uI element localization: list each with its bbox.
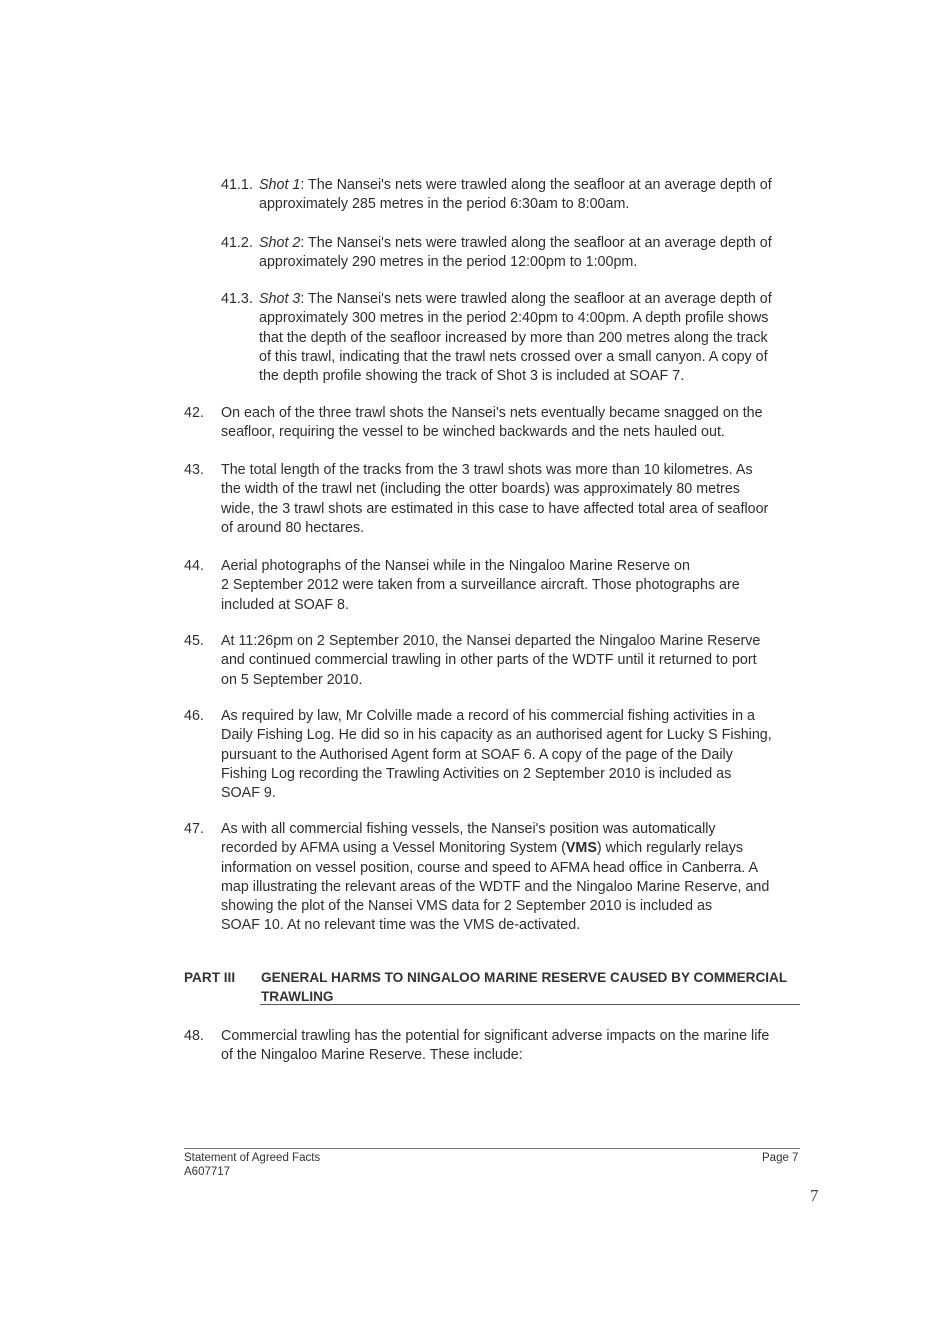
paragraph-text [221, 820, 769, 936]
text-line: Daily Fishing Log. He did so in his capacity as an authorised agent for Lucky S Fishing, [221, 727, 772, 744]
shot-label: Shot 1 [259, 177, 301, 193]
text-line: Commercial trawling has the potential for significant adverse impacts on the marine life [221, 1028, 770, 1044]
text-line: Fishing Log recording the Trawling Activities on 2 September 2010 is included as [221, 765, 732, 782]
text-line: pursuant to the Authorised Agent form at SOAF 6. A copy of the page of the Daily [221, 746, 733, 763]
text-line: 2 September 2012 were taken from a surveillance aircraft. Those photographs are [221, 577, 740, 594]
text-line [259, 234, 772, 253]
paragraph-text [221, 461, 768, 538]
text-line: of around 80 hectares. [221, 519, 365, 536]
text-line: and continued commercial trawling in other parts of the WDTF until it returned to port [221, 652, 757, 669]
text-line: As required by law, Mr Colville made a record of his commercial fishing activities in a [221, 708, 755, 724]
text-span: : The Nansei's nets were trawled along the seafloor at an average depth of [300, 235, 772, 251]
paragraph-number: 41.2. [221, 235, 253, 251]
text-line: approximately 285 metres in the period 6:30am to 8:00am. [259, 196, 630, 213]
text-span: recorded by AFMA using a Vessel Monitoring System ( [221, 840, 566, 857]
paragraph-text [221, 404, 763, 443]
text-span: : The Nansei's nets were trawled along the seafloor at an average depth of [300, 291, 772, 307]
paragraph-text [221, 557, 740, 615]
text-line: wide, the 3 trawl shots are estimated in this case to have affected total area of seafloor [221, 500, 769, 517]
paragraph-text [259, 234, 772, 273]
footer-reference: A607717 [184, 1166, 231, 1178]
paragraph-text [259, 290, 772, 386]
text-line: Aerial photographs of the Nansei while in the Ningaloo Marine Reserve on [221, 558, 690, 574]
text-line: approximately 290 metres in the period 12:00pm to 1:00pm. [259, 254, 638, 271]
vms-abbreviation: VMS [565, 840, 597, 857]
text-line: The total length of the tracks from the 3 trawl shots was more than 10 kilometres. As [221, 462, 753, 478]
paragraph-number: 42. [184, 405, 204, 421]
text-line: that the depth of the seafloor increased by more than 200 metres along the track [259, 329, 768, 346]
part-title-line-1: GENERAL HARMS TO NINGALOO MARINE RESERVE CAUSED BY COMMERCIAL [261, 970, 788, 985]
text-line: of the Ningaloo Marine Reserve. These include: [221, 1047, 523, 1064]
paragraph-number: 43. [184, 462, 204, 478]
text-line: SOAF 9. [221, 785, 276, 802]
text-line: information on vessel position, course and speed to AFMA head office in Canberra. A [221, 859, 758, 876]
paragraph-text [221, 632, 760, 690]
text-span: : The Nansei's nets were trawled along the seafloor at an average depth of [300, 177, 772, 193]
text-line: As with all commercial fishing vessels, the Nansei's position was automatically [221, 821, 716, 837]
part-label: PART III [184, 970, 236, 985]
text-line: On each of the three trawl shots the Nansei's nets eventually became snagged on the [221, 405, 763, 421]
paragraph-number: 48. [184, 1028, 204, 1044]
paragraph-number: 45. [184, 633, 204, 649]
paragraph-text [259, 176, 772, 215]
text-line: included at SOAF 8. [221, 596, 349, 613]
text-line: At 11:26pm on 2 September 2010, the Nansei departed the Ningaloo Marine Reserve [221, 633, 761, 649]
text-line: the depth profile showing the track of Shot 3 is included at SOAF 7. [259, 368, 685, 385]
text-line [259, 176, 772, 195]
paragraph-text [221, 1027, 769, 1066]
text-line [259, 290, 772, 309]
paragraph-number: 47. [184, 821, 204, 837]
text-line: of this trawl, indicating that the trawl nets crossed over a small canyon. A copy of [259, 348, 768, 365]
page-number: 7 [810, 1186, 819, 1205]
text-line: approximately 300 metres in the period 2:40pm to 4:00pm. A depth profile shows [259, 310, 769, 327]
text-line: on 5 September 2010. [221, 671, 363, 688]
footer-rule [184, 1148, 800, 1149]
shot-label: Shot 3 [259, 291, 301, 307]
paragraph-number: 46. [184, 708, 204, 724]
part-title-line-2: TRAWLING [261, 989, 334, 1004]
text-line: the width of the trawl net (including the otter boards) was approximately 80 metres [221, 481, 740, 498]
text-line: seafloor, requiring the vessel to be winched backwards and the nets hauled out. [221, 424, 725, 441]
paragraph-number: 44. [184, 558, 204, 574]
text-line: map illustrating the relevant areas of the WDTF and the Ningaloo Marine Reserve, and [221, 878, 770, 895]
shot-label: Shot 2 [259, 235, 301, 251]
text-line [221, 839, 769, 858]
text-line: showing the plot of the Nansei VMS data for 2 September 2010 is included as [221, 898, 713, 915]
part-heading-rule [260, 1004, 800, 1005]
paragraph-number: 41.1. [221, 177, 253, 193]
footer-title: Statement of Agreed Facts [184, 1152, 321, 1164]
footer-page-label: Page 7 [762, 1152, 799, 1164]
paragraph-number: 41.3. [221, 291, 253, 307]
paragraph-text [221, 707, 772, 803]
text-span: ) which regularly relays [596, 840, 744, 857]
text-line: SOAF 10. At no relevant time was the VMS de-activated. [221, 917, 581, 934]
